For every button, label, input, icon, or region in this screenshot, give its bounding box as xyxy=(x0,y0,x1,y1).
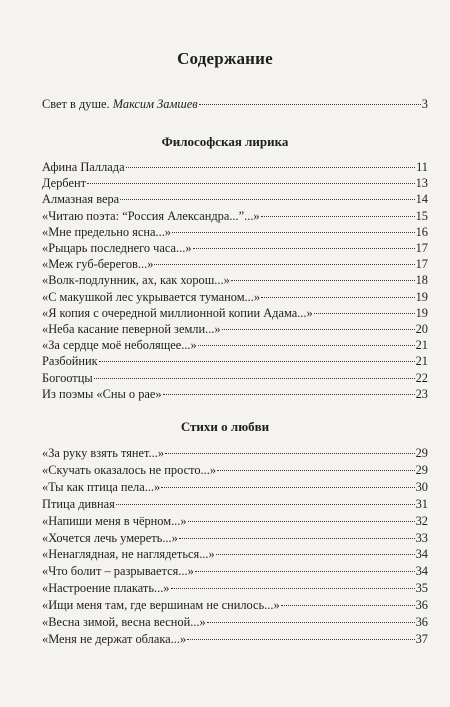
toc-entry xyxy=(42,598,428,612)
dot-leader xyxy=(126,167,415,168)
toc-entry xyxy=(42,531,428,545)
dot-leader xyxy=(172,232,415,233)
toc-page-number: 34 xyxy=(415,547,428,562)
toc-entry-title: «Волк-подлунник, ах, как хорош...» xyxy=(42,273,230,288)
toc-entry xyxy=(42,387,428,401)
toc-entry-title: «Ты как птица пела...» xyxy=(42,479,161,494)
toc-entry xyxy=(42,290,428,304)
dot-leader xyxy=(154,264,414,265)
toc-page-number: 36 xyxy=(415,598,428,613)
toc-entry-title: Афина Паллада xyxy=(42,160,125,174)
dot-leader xyxy=(217,470,415,471)
dot-leader xyxy=(161,487,414,488)
toc-entry xyxy=(42,480,428,494)
toc-entry xyxy=(42,514,428,528)
toc-entry xyxy=(42,446,428,460)
toc-entry xyxy=(42,225,428,239)
toc-entry-title: «Ненаглядная, не наглядеться...» xyxy=(42,547,215,562)
toc-entry xyxy=(42,354,428,368)
dot-leader xyxy=(116,504,415,505)
dot-leader xyxy=(261,216,415,217)
dot-leader xyxy=(216,554,415,555)
toc-entry xyxy=(42,564,428,578)
dot-leader xyxy=(222,329,415,330)
toc-entry-title: «Напиши меня в чёрном...» xyxy=(42,513,187,528)
toc-entry-title: «Ищи меня там, где вершинам не снилось...» xyxy=(42,598,280,613)
section-title-philosophical-lyrics: Философская лирика xyxy=(161,134,289,149)
toc-entry-title: «Я копия с очередной миллионной копии Адама...» xyxy=(42,305,313,320)
toc-page-number: 22 xyxy=(415,370,428,385)
toc-entry xyxy=(42,615,428,629)
toc-page-number: 18 xyxy=(415,273,428,288)
toc-entry xyxy=(42,322,428,336)
toc-entry-title: «Неба касание певерной земли...» xyxy=(42,322,221,336)
dot-leader xyxy=(120,199,414,200)
toc-page-number: 11 xyxy=(416,160,428,174)
toc-entry-title: Богоотцы xyxy=(42,370,93,385)
dot-leader xyxy=(163,394,415,395)
dot-leader xyxy=(99,361,415,362)
toc-entry xyxy=(42,338,428,352)
dot-leader xyxy=(193,248,415,249)
toc-entry xyxy=(42,160,428,174)
toc-entry-title: «За руку взять тянет...» xyxy=(42,446,165,460)
toc-entry xyxy=(42,371,428,385)
toc-page-number: 36 xyxy=(415,615,428,629)
dot-leader xyxy=(199,104,421,105)
toc-page-number: 33 xyxy=(415,530,428,545)
dot-leader xyxy=(171,588,415,589)
toc-entry-title: «За сердце моё неболящее...» xyxy=(42,338,197,353)
toc-entry-title: «Настроение плакать...» xyxy=(42,581,170,596)
toc-page-number: 34 xyxy=(415,564,428,579)
toc-entry-title: «Скучать оказалось не просто...» xyxy=(42,462,217,477)
toc-entry-text xyxy=(42,97,198,111)
toc-page-number: 31 xyxy=(415,496,428,511)
dot-leader xyxy=(314,313,415,314)
toc-page-number: 21 xyxy=(415,338,428,353)
toc-page-number: 13 xyxy=(415,176,428,191)
toc-entry-title: «Мне предельно ясна...» xyxy=(42,224,171,239)
toc-entry xyxy=(42,209,428,223)
page-title: Содержание xyxy=(177,49,273,68)
toc-entry-title: «Меня не держат облака...» xyxy=(42,631,187,646)
toc-entry-title: «Меж губ-берегов...» xyxy=(42,257,154,272)
toc-entry xyxy=(42,581,428,595)
toc-page-number: 14 xyxy=(415,192,428,207)
toc-entry-title: «Рыцарь последнего часа...» xyxy=(42,241,192,255)
toc-entry-title: Из поэмы «Сны о рае» xyxy=(42,386,162,401)
dot-leader xyxy=(187,639,414,640)
toc-page-number: 20 xyxy=(415,322,428,336)
toc-entry-title: «Что болит – разрывается...» xyxy=(42,564,194,579)
toc-page-number: 30 xyxy=(415,479,428,494)
toc-entry-title: Алмазная вера xyxy=(42,192,120,207)
dot-leader xyxy=(198,345,415,346)
dot-leader xyxy=(195,571,415,572)
toc-page-number: 29 xyxy=(415,446,428,460)
toc-page-number: 19 xyxy=(415,305,428,320)
toc-entry-intro xyxy=(42,97,428,111)
dot-leader xyxy=(94,378,415,379)
dot-leader xyxy=(261,297,415,298)
toc-entry-title: Свет в душе. xyxy=(42,97,110,111)
toc-entry xyxy=(42,497,428,511)
dot-leader xyxy=(165,453,415,454)
toc-entry-title: «Хочется лечь умереть...» xyxy=(42,530,178,545)
toc-entry xyxy=(42,273,428,287)
toc-page-number: 3 xyxy=(421,97,428,111)
toc-entry xyxy=(42,241,428,255)
toc-entry xyxy=(42,632,428,646)
toc-page-number: 21 xyxy=(415,354,428,369)
toc-page-number: 23 xyxy=(415,386,428,401)
toc-entry-title: Дербент xyxy=(42,176,86,191)
toc-page-number: 19 xyxy=(415,289,428,304)
toc-entry-title: «Читаю поэта: “Россия Александра...”...» xyxy=(42,208,260,223)
toc-page-number: 35 xyxy=(415,581,428,596)
toc-entry xyxy=(42,176,428,190)
toc-page-number: 32 xyxy=(415,513,428,528)
toc-entry xyxy=(42,463,428,477)
toc-entry-title: Разбойник xyxy=(42,354,98,369)
toc-entry-author: Максим Замшев xyxy=(112,97,198,111)
dot-leader xyxy=(281,605,415,606)
dot-leader xyxy=(179,538,415,539)
toc-entry xyxy=(42,192,428,206)
dot-leader xyxy=(188,521,415,522)
toc-page-number: 15 xyxy=(415,208,428,223)
toc-page-number: 17 xyxy=(415,241,428,255)
toc-page-number: 29 xyxy=(415,462,428,477)
dot-leader xyxy=(87,183,415,184)
toc-entry xyxy=(42,257,428,271)
dot-leader xyxy=(207,622,415,623)
dot-leader xyxy=(231,280,415,281)
toc-page-number: 37 xyxy=(415,631,428,646)
toc-page-number: 16 xyxy=(415,224,428,239)
toc-entry-title: «Весна зимой, весна весной...» xyxy=(42,615,206,629)
toc-page-number: 17 xyxy=(415,257,428,272)
section-title-love-poems: Стихи о любви xyxy=(180,419,270,434)
toc-entry xyxy=(42,547,428,561)
toc-entry-title: Птица дивная xyxy=(42,496,115,511)
toc-entry-title: «С макушкой лес укрывается туманом...» xyxy=(42,289,261,304)
toc-entry xyxy=(42,306,428,320)
